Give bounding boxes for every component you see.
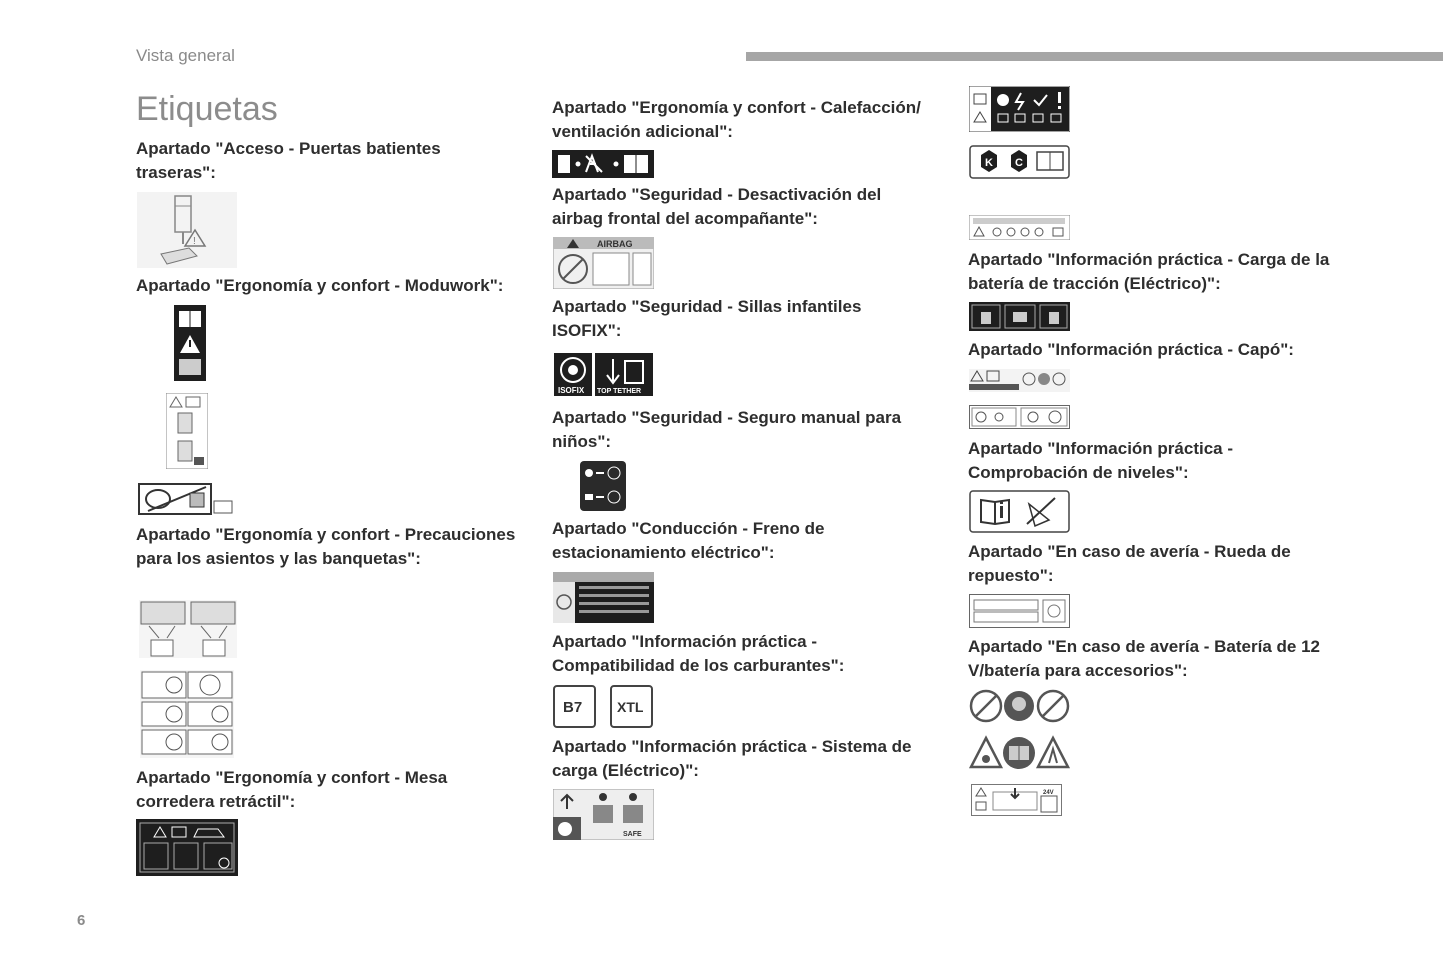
heading-airbag: Apartado "Seguridad - Desactivación del airbag frontal del acompañante":: [552, 185, 882, 228]
heading-niveles: Apartado "Información práctica - Comprobación de niveles":: [968, 439, 1233, 482]
heading-isofix: Apartado "Seguridad - Sillas infantiles ISOFIX":: [552, 297, 862, 340]
label-heater-icon: [552, 150, 654, 178]
label-charge-status-icon: [969, 86, 1070, 132]
label-charging-system-icon: [553, 789, 654, 840]
heading-mesa: Apartado "Ergonomía y confort - Mesa corredera retráctil":: [136, 768, 448, 811]
page-title: Etiquetas: [136, 90, 278, 128]
label-spare-wheel-icon: [969, 594, 1070, 628]
heading-moduwork: Apartado "Ergonomía y confort - Moduwork":: [136, 276, 504, 295]
label-battery-prohibition-icon: [969, 689, 1070, 723]
isofix-label-text: ISOFIX: [558, 386, 585, 395]
heading-acceso: Apartado "Acceso - Puertas batientes traseras":: [136, 139, 441, 182]
label-battery-24v-icon: [971, 784, 1062, 816]
label-child-lock-icon: [580, 461, 626, 511]
label-bonnet-2-icon: [969, 405, 1070, 429]
label-moduwork-seat-icon: [166, 393, 208, 469]
header-bar: [746, 52, 1443, 61]
label-fuel-xtl-icon: [610, 685, 653, 728]
voltage-label-text: 24V: [1043, 790, 1054, 796]
label-seat-precaution-2-icon: [140, 670, 234, 758]
label-rear-doors-icon: [137, 192, 237, 268]
safe-label-text: SAFE: [623, 831, 642, 838]
c-label-text: C: [1015, 157, 1023, 169]
fuel-b7-text: B7: [563, 699, 583, 716]
label-traction-battery-charge-icon: [969, 302, 1070, 331]
label-moduwork-warning-icon: [174, 305, 206, 381]
heading-bateria-traccion: Apartado "Información práctica - Carga de la batería de tracción (Eléctrico)":: [968, 250, 1330, 293]
label-airbag-icon: [553, 237, 654, 289]
label-fuel-b7-icon: [553, 685, 596, 728]
label-bonnet-1-icon: [969, 369, 1070, 392]
label-battery-warning-icon: [969, 735, 1070, 771]
label-isofix-icon: [554, 353, 592, 396]
svg-text:!: !: [193, 236, 196, 247]
top-tether-label-text: TOP TETHER: [597, 388, 642, 395]
heading-calefaccion: Apartado "Ergonomía y confort - Calefacción/ ventilación adicional":: [552, 98, 921, 141]
heading-seguro: Apartado "Seguridad - Seguro manual para niños":: [552, 408, 902, 451]
heading-capo: Apartado "Información práctica - Capó":: [968, 340, 1294, 359]
section-header: Vista general: [136, 46, 235, 65]
page-number: 6: [77, 912, 86, 929]
label-level-check-icon: [969, 490, 1070, 533]
heading-bateria12: Apartado "En caso de avería - Batería de 12 V/batería para accesorios":: [968, 637, 1320, 680]
label-traction-battery-warnings-icon: [969, 215, 1070, 240]
heading-carburantes: Apartado "Información práctica - Compatibilidad de los carburantes":: [552, 632, 845, 675]
label-parking-brake-icon: [553, 572, 654, 623]
label-seat-precaution-1-icon: [139, 600, 237, 658]
heading-rueda: Apartado "En caso de avería - Rueda de repuesto":: [968, 542, 1291, 585]
heading-sistema-carga: Apartado "Información práctica - Sistema de carga (Eléctrico)":: [552, 737, 912, 780]
fuel-xtl-text: XTL: [617, 699, 644, 715]
heading-freno: Apartado "Conducción - Freno de estacionamiento eléctrico":: [552, 519, 825, 562]
label-k-c-icon: [969, 145, 1070, 179]
label-table-warning-icon: [136, 819, 238, 876]
k-label-text: K: [985, 157, 993, 169]
airbag-label-text: AIRBAG: [597, 239, 633, 249]
heading-asientos: Apartado "Ergonomía y confort - Precauciones para los asientos y las banquetas":: [136, 525, 516, 568]
label-top-tether-icon: [595, 353, 653, 396]
label-moduwork-table-icon: [138, 483, 234, 515]
